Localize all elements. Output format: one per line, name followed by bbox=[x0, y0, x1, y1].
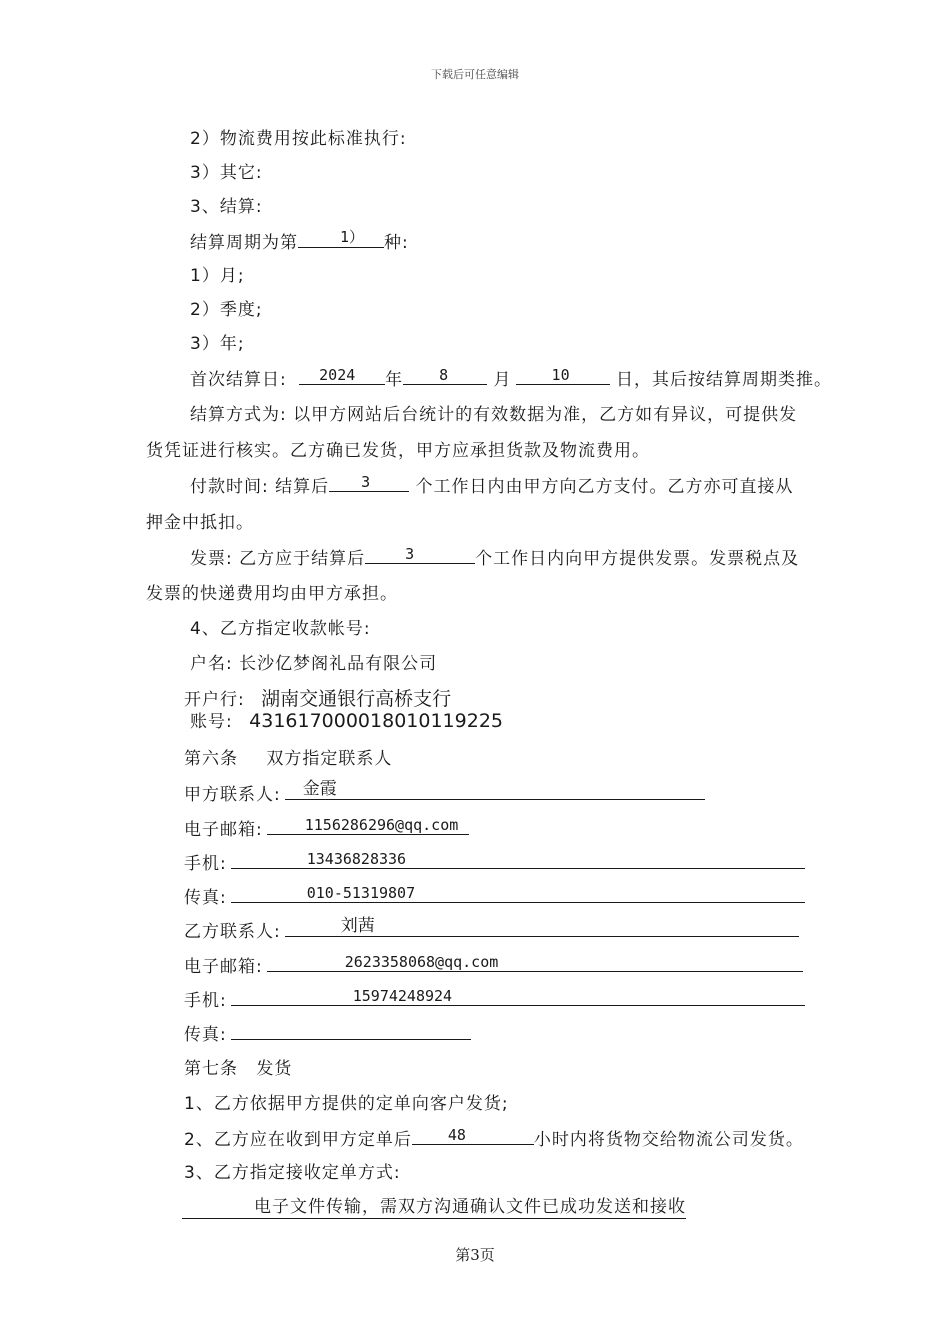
article6-subtitle: 双方指定联系人 bbox=[266, 749, 393, 769]
party-a-phone-value: 13436828336 bbox=[306, 850, 407, 868]
day-unit: 日，其后按结算周期类推。 bbox=[615, 370, 832, 390]
first-settlement-year-field bbox=[299, 364, 385, 385]
party-a-email-label: 电子邮箱: bbox=[184, 820, 263, 840]
party-a-fax-value: 010-51319807 bbox=[306, 884, 416, 902]
invoice-prefix: 发票: 乙方应于结算后 bbox=[190, 549, 366, 569]
party-a-email-value: 1156286296@qq.com bbox=[304, 816, 459, 834]
party-b-email-value: 2623358068@qq.com bbox=[344, 953, 499, 971]
party-b-contact-line bbox=[184, 916, 799, 942]
party-a-phone-label: 手机: bbox=[184, 854, 227, 874]
line-other: 3）其它: bbox=[190, 163, 263, 183]
line-settlement-period bbox=[190, 227, 409, 253]
party-b-phone-label: 手机: bbox=[184, 991, 227, 1011]
party-b-email-field bbox=[267, 951, 803, 972]
party-a-phone-line bbox=[184, 848, 805, 874]
option-year: 3）年; bbox=[190, 334, 245, 354]
party-a-contact-value: 金霞 bbox=[302, 779, 337, 799]
article7-hours-field bbox=[412, 1124, 534, 1145]
article7-heading bbox=[184, 1054, 292, 1079]
party-b-contact-label: 乙方联系人: bbox=[184, 922, 281, 942]
page-header: 下载后可任意编辑 bbox=[431, 68, 519, 81]
bank-value: 湖南交通银行高桥支行 bbox=[261, 688, 452, 710]
settlement-period-field bbox=[298, 227, 384, 248]
party-b-phone-field bbox=[231, 985, 805, 1006]
account-heading: 4、乙方指定收款帐号: bbox=[190, 619, 371, 639]
settlement-period-suffix: 种: bbox=[384, 233, 409, 253]
article7-item2-suffix: 小时内将货物交给物流公司发货。 bbox=[533, 1130, 804, 1150]
year-unit: 年 bbox=[385, 370, 404, 390]
first-settlement-label: 首次结算日: bbox=[190, 370, 287, 390]
article7-title: 第七条 bbox=[184, 1059, 238, 1079]
payment-days-field bbox=[329, 471, 409, 492]
party-a-email-field bbox=[267, 814, 469, 835]
account-number-line bbox=[190, 707, 503, 732]
article7-item1: 1、乙方依据甲方提供的定单向客户发货; bbox=[184, 1094, 509, 1114]
article7-item2-prefix: 2、乙方应在收到甲方定单后 bbox=[184, 1130, 412, 1150]
first-settlement-month: 8 bbox=[439, 366, 449, 384]
party-b-email-label: 电子邮箱: bbox=[184, 957, 263, 977]
first-settlement-year: 2024 bbox=[319, 366, 356, 384]
article7-item3-value-line bbox=[182, 1192, 686, 1219]
settlement-period-value: 1） bbox=[340, 228, 365, 246]
line-logistics-fee: 2）物流费用按此标准执行: bbox=[190, 129, 407, 149]
account-number-value: 431617000018010119225 bbox=[249, 710, 503, 732]
article7-hours-value: 48 bbox=[447, 1126, 466, 1144]
first-settlement-day-field bbox=[516, 364, 610, 385]
settlement-method-line1: 结算方式为: 以甲方网站后台统计的有效数据为准，乙方如有异议，可提供发 bbox=[190, 405, 798, 425]
party-b-fax-line bbox=[184, 1019, 471, 1045]
page-number: 第3页 bbox=[455, 1246, 495, 1264]
payment-time-suffix: 个工作日内由甲方向乙方支付。乙方亦可直接从 bbox=[415, 477, 794, 497]
payment-time-line1 bbox=[190, 471, 794, 497]
invoice-days-value: 3 bbox=[405, 545, 415, 563]
party-b-phone-value: 15974248924 bbox=[352, 987, 453, 1005]
party-b-fax-field bbox=[231, 1019, 471, 1040]
party-b-fax-label: 传真: bbox=[184, 1025, 227, 1045]
bank-label: 开户行: bbox=[184, 690, 245, 710]
party-b-contact-value: 刘茜 bbox=[340, 916, 375, 936]
line-settlement-heading: 3、结算: bbox=[190, 197, 263, 217]
month-unit: 月 bbox=[493, 370, 512, 390]
article6-heading bbox=[184, 744, 392, 769]
line-first-settlement bbox=[190, 364, 832, 390]
party-b-phone-line bbox=[184, 985, 805, 1011]
article6-title: 第六条 bbox=[184, 749, 238, 769]
party-a-fax-line bbox=[184, 882, 805, 908]
article7-subtitle: 发货 bbox=[256, 1059, 293, 1079]
account-holder: 户名: 长沙亿梦阁礼品有限公司 bbox=[190, 654, 438, 674]
invoice-days-field bbox=[365, 543, 475, 564]
article7-item3-value: 电子文件传输，需双方沟通确认文件已成功发送和接收 bbox=[182, 1192, 686, 1219]
party-a-fax-field bbox=[231, 882, 805, 903]
article7-item2 bbox=[184, 1124, 804, 1150]
party-a-contact-field bbox=[285, 779, 705, 800]
party-b-email-line bbox=[184, 951, 803, 977]
first-settlement-day: 10 bbox=[551, 366, 570, 384]
payment-time-line2: 押金中抵扣。 bbox=[146, 513, 254, 533]
settlement-method-line2: 货凭证进行核实。乙方确已发货，甲方应承担货款及物流费用。 bbox=[146, 441, 650, 461]
invoice-suffix: 个工作日内向甲方提供发票。发票税点及 bbox=[475, 549, 800, 569]
invoice-line2: 发票的快递费用均由甲方承担。 bbox=[146, 584, 398, 604]
party-b-contact-field bbox=[285, 916, 799, 937]
party-a-fax-label: 传真: bbox=[184, 888, 227, 908]
option-quarter: 2）季度; bbox=[190, 300, 263, 320]
party-a-contact-label: 甲方联系人: bbox=[184, 785, 281, 805]
payment-days-value: 3 bbox=[361, 473, 371, 491]
invoice-line1 bbox=[190, 543, 799, 569]
account-number-label: 账号: bbox=[190, 712, 233, 732]
option-month: 1）月; bbox=[190, 266, 245, 286]
party-a-email-line bbox=[184, 814, 469, 840]
party-a-phone-field bbox=[231, 848, 805, 869]
party-a-contact-line bbox=[184, 779, 705, 805]
payment-time-prefix: 付款时间: 结算后 bbox=[190, 477, 330, 497]
settlement-period-prefix: 结算周期为第 bbox=[190, 233, 298, 253]
first-settlement-month-field bbox=[403, 364, 487, 385]
article7-item3: 3、乙方指定接收定单方式: bbox=[184, 1163, 401, 1183]
